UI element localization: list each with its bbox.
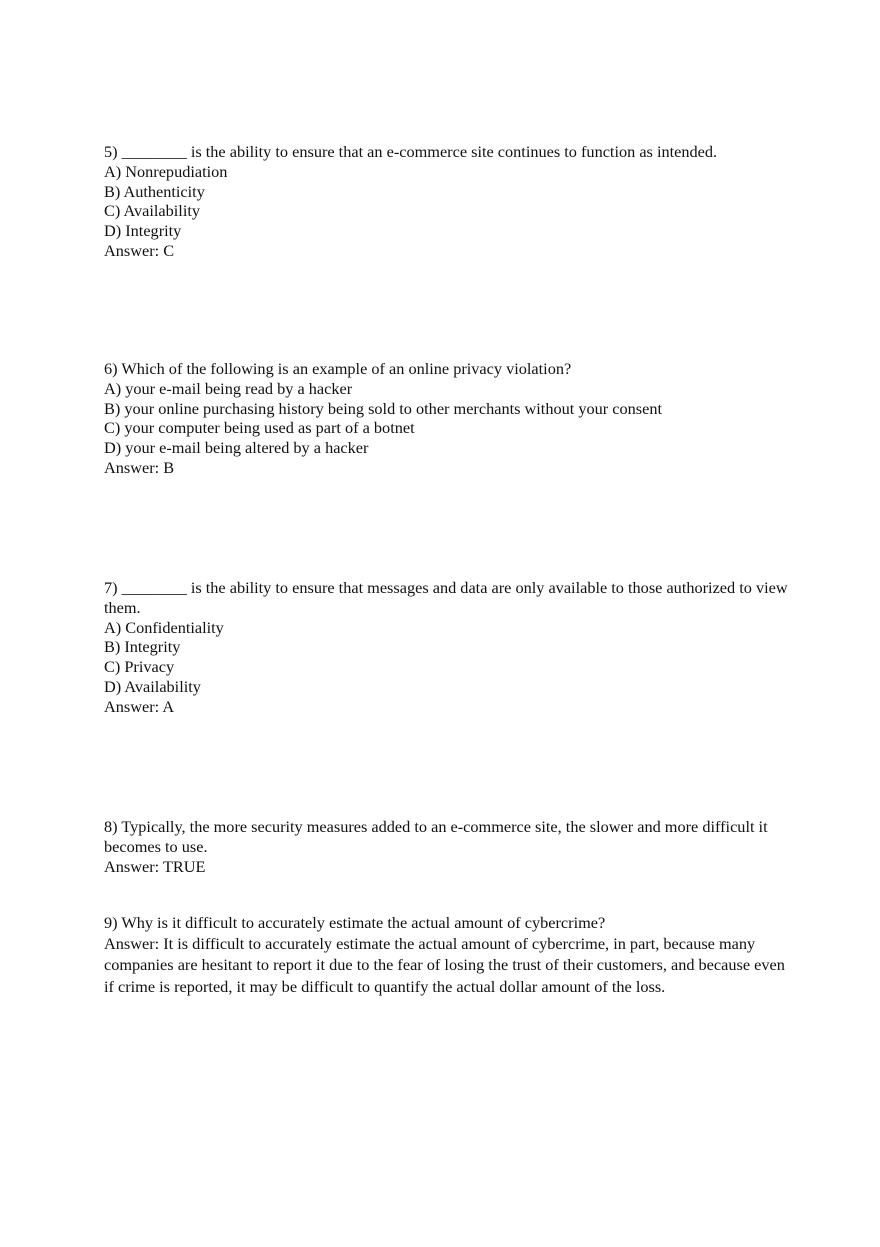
question-stem: 5) ________ is the ability to ensure that an e-commerce site continues to function as intended. (104, 142, 718, 161)
answer: Answer: TRUE (104, 856, 206, 876)
option-a: A) Nonrepudiation (104, 161, 228, 181)
option-d: D) Availability (104, 676, 201, 696)
question-stem: 8) Typically, the more security measures added to an e-commerce site, the slower and more difficult it becomes to use. (104, 817, 768, 856)
question-6 (104, 359, 794, 478)
option-c: C) Privacy (104, 657, 175, 677)
question-7 (104, 578, 794, 717)
option-a: A) Confidentiality (104, 617, 224, 637)
option-c: C) Availability (104, 201, 201, 221)
option-a: A) your e-mail being read by a hacker (104, 378, 353, 398)
answer: Answer: A (104, 696, 175, 716)
option-b: B) Authenticity (104, 181, 205, 201)
answer: Answer: It is difficult to accurately estimate the actual amount of cybercrime, in part, because many companies are hesitant to report it due to the fear of losing the trust of their customers, and because even if crime is reported, it may be difficult to quantify the actual dollar amount of the loss. (104, 933, 785, 996)
option-c: C) your computer being used as part of a botnet (104, 418, 415, 438)
option-b: B) Integrity (104, 637, 181, 657)
question-9 (104, 913, 794, 997)
question-stem: 6) Which of the following is an example of an online privacy violation? (104, 359, 572, 378)
question-stem: 9) Why is it difficult to accurately estimate the actual amount of cybercrime? (104, 913, 606, 932)
option-d: D) Integrity (104, 221, 182, 241)
option-b: B) your online purchasing history being sold to other merchants without your consent (104, 398, 662, 418)
question-8 (104, 817, 794, 876)
question-stem: 7) ________ is the ability to ensure that messages and data are only available to those authorized to view them. (104, 578, 788, 617)
option-d: D) your e-mail being altered by a hacker (104, 438, 369, 458)
answer: Answer: B (104, 457, 175, 477)
question-5 (104, 142, 794, 261)
answer: Answer: C (104, 240, 175, 260)
